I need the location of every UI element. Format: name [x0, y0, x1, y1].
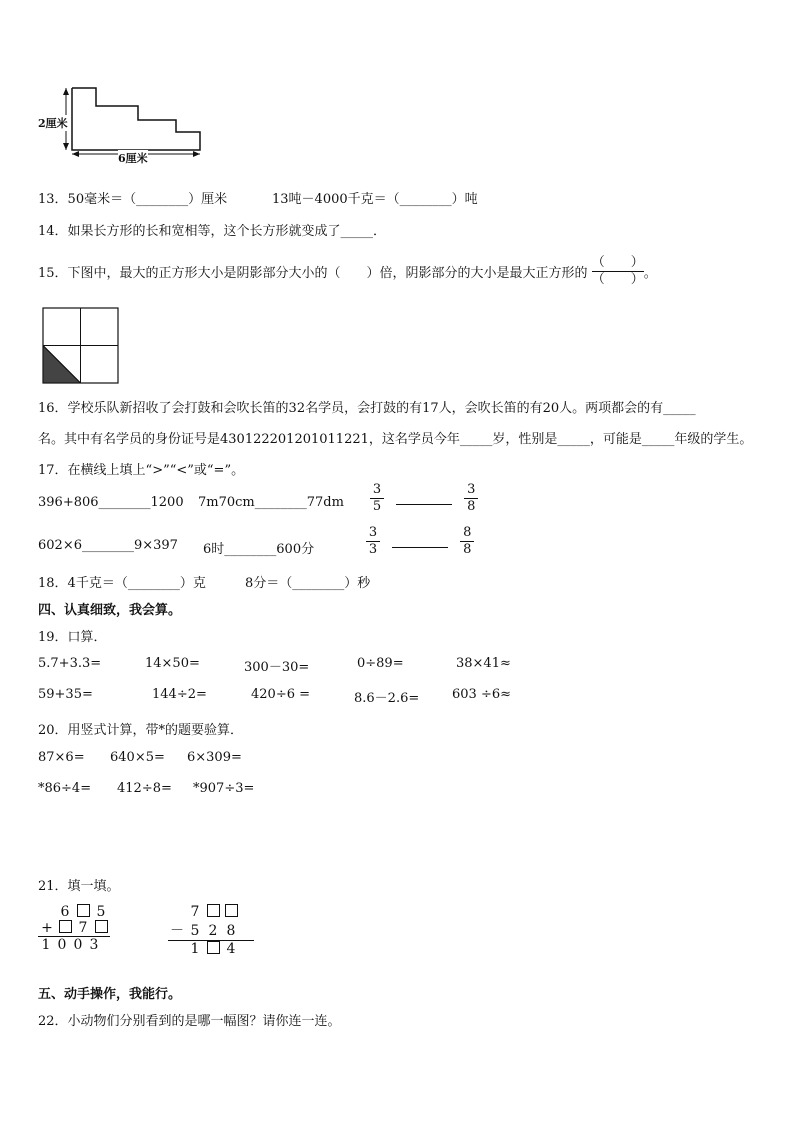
denominator: 8: [463, 542, 472, 557]
q19-r2-5: 603 ÷6≈: [452, 687, 512, 702]
q15-end: 。: [643, 266, 657, 281]
digit: 1: [41, 937, 51, 953]
q16-line2: 名。其中有名学员的身份证号是430122201201011221，这名学员今年_____岁，性别是_____，可能是_____年级的学生。: [38, 432, 753, 447]
q15-numerator: （ ）: [591, 255, 644, 270]
digit: 3: [89, 937, 99, 953]
plus-sign: +: [41, 920, 53, 936]
q19-r2-3: 420÷6 =: [251, 687, 311, 702]
numerator: 3: [467, 482, 476, 497]
section-4-heading: 四、认真细致，我会算。: [38, 603, 182, 618]
q15-denominator: （ ）: [591, 272, 644, 287]
q19-r1-3: 300－30=: [244, 660, 310, 675]
q19-r2-1: 59+35=: [38, 687, 93, 702]
q17-r2a: 602×6________9×397: [38, 538, 178, 553]
q19-r1-4: 0÷89=: [357, 656, 404, 671]
q22-text: 22．小动物们分别看到的是哪一幅图？请你连一连。: [38, 1014, 341, 1029]
q16-line1: 16．学校乐队新招收了会打鼓和会吹长笛的32名学员，会打鼓的有17人，会吹长笛的有20人。两项都会的有_____: [38, 401, 696, 416]
q15-fraction: [592, 255, 644, 288]
q15-stem: 15．下图中，最大的正方形大小是阴影部分大小的（ ）倍，阴影部分的大小是最大正方形的: [38, 266, 588, 281]
subtraction-mid-row: [168, 920, 254, 941]
section-5-heading: 五、动手操作，我能行。: [38, 987, 182, 1002]
q19-r2-4: 8.6－2.6=: [354, 691, 420, 706]
numerator: 3: [368, 525, 378, 540]
blank-box[interactable]: [204, 904, 222, 920]
blank-box[interactable]: [92, 920, 110, 936]
q20-title: 20．用竖式计算，带*的题要验算．: [38, 723, 244, 738]
width-label: 6厘米: [118, 152, 148, 165]
fraction-right: [464, 482, 478, 515]
digit: 8: [226, 923, 236, 939]
q17-r2c: [366, 525, 474, 558]
compare-blank[interactable]: [392, 535, 448, 548]
denominator: 3: [368, 542, 378, 557]
q19-r2-2: 144÷2=: [152, 687, 207, 702]
q19-r1-5: 38×41≈: [456, 656, 511, 671]
q20-r2-2: 412÷8=: [117, 781, 172, 796]
digit: 1: [190, 941, 200, 957]
numerator: 3: [372, 482, 382, 497]
numerator: 8: [463, 525, 472, 540]
blank-box[interactable]: [204, 941, 222, 957]
denominator: 8: [467, 499, 476, 514]
digit: 2: [208, 923, 218, 939]
blank-box[interactable]: [74, 904, 92, 920]
height-label: 2厘米: [38, 117, 68, 130]
square-grid-figure: [42, 307, 120, 385]
digit: 4: [226, 941, 236, 957]
q20-r2-1: *86÷4=: [38, 781, 92, 796]
compare-blank[interactable]: [396, 492, 452, 505]
digit: 7: [78, 920, 88, 936]
q18-part1: 18．4千克＝（________）克: [38, 576, 206, 591]
denominator: 5: [372, 499, 382, 514]
q19-r1-1: 5.7+3.3=: [38, 656, 102, 671]
q20-r2-3: *907÷3=: [193, 781, 255, 796]
q20-r1-3: 6×309=: [187, 750, 242, 765]
q17-r1a: 396+806________1200: [38, 495, 184, 510]
blank-box[interactable]: [222, 904, 240, 920]
addition-puzzle: [38, 904, 110, 953]
q21-title: 21．填一填。: [38, 879, 120, 894]
digit: 0: [57, 937, 67, 953]
q20-r1-2: 640×5=: [110, 750, 165, 765]
q13-part1: 13．50毫米＝（________）厘米: [38, 192, 228, 207]
q17-r1b: 7m70cm________77dm: [198, 495, 344, 510]
q17-r2b: 6时________600分: [203, 542, 315, 557]
q17-title: 17．在横线上填上“>”“<”或“=”。: [38, 463, 245, 478]
q15-text: [38, 255, 657, 288]
q13-part2: 13吨－4000千克＝（________）吨: [272, 192, 478, 207]
fraction-right: [460, 525, 474, 558]
digit: 0: [73, 937, 83, 953]
subtraction-puzzle: [168, 904, 254, 957]
minus-sign: －: [170, 923, 184, 939]
q19-title: 19．口算．: [38, 630, 107, 645]
addition-mid-row: [38, 920, 110, 937]
digit: 6: [60, 904, 70, 920]
q18-part2: 8分＝（________）秒: [245, 576, 371, 591]
digit: 7: [190, 904, 200, 920]
addition-result-row: [38, 937, 110, 953]
blank-box[interactable]: [56, 920, 74, 936]
addition-top-row: [38, 904, 110, 920]
q14-text: 14．如果长方形的长和宽相等，这个长方形就变成了_____．: [38, 224, 387, 239]
q19-r1-2: 14×50=: [145, 656, 200, 671]
fraction-left: [366, 525, 380, 558]
subtraction-result-row: [168, 941, 254, 957]
fraction-left: [370, 482, 384, 515]
subtraction-top-row: [168, 904, 254, 920]
digit: 5: [96, 904, 106, 920]
q20-r1-1: 87×6=: [38, 750, 85, 765]
digit: 5: [190, 923, 200, 939]
q17-r1c: [370, 482, 478, 515]
